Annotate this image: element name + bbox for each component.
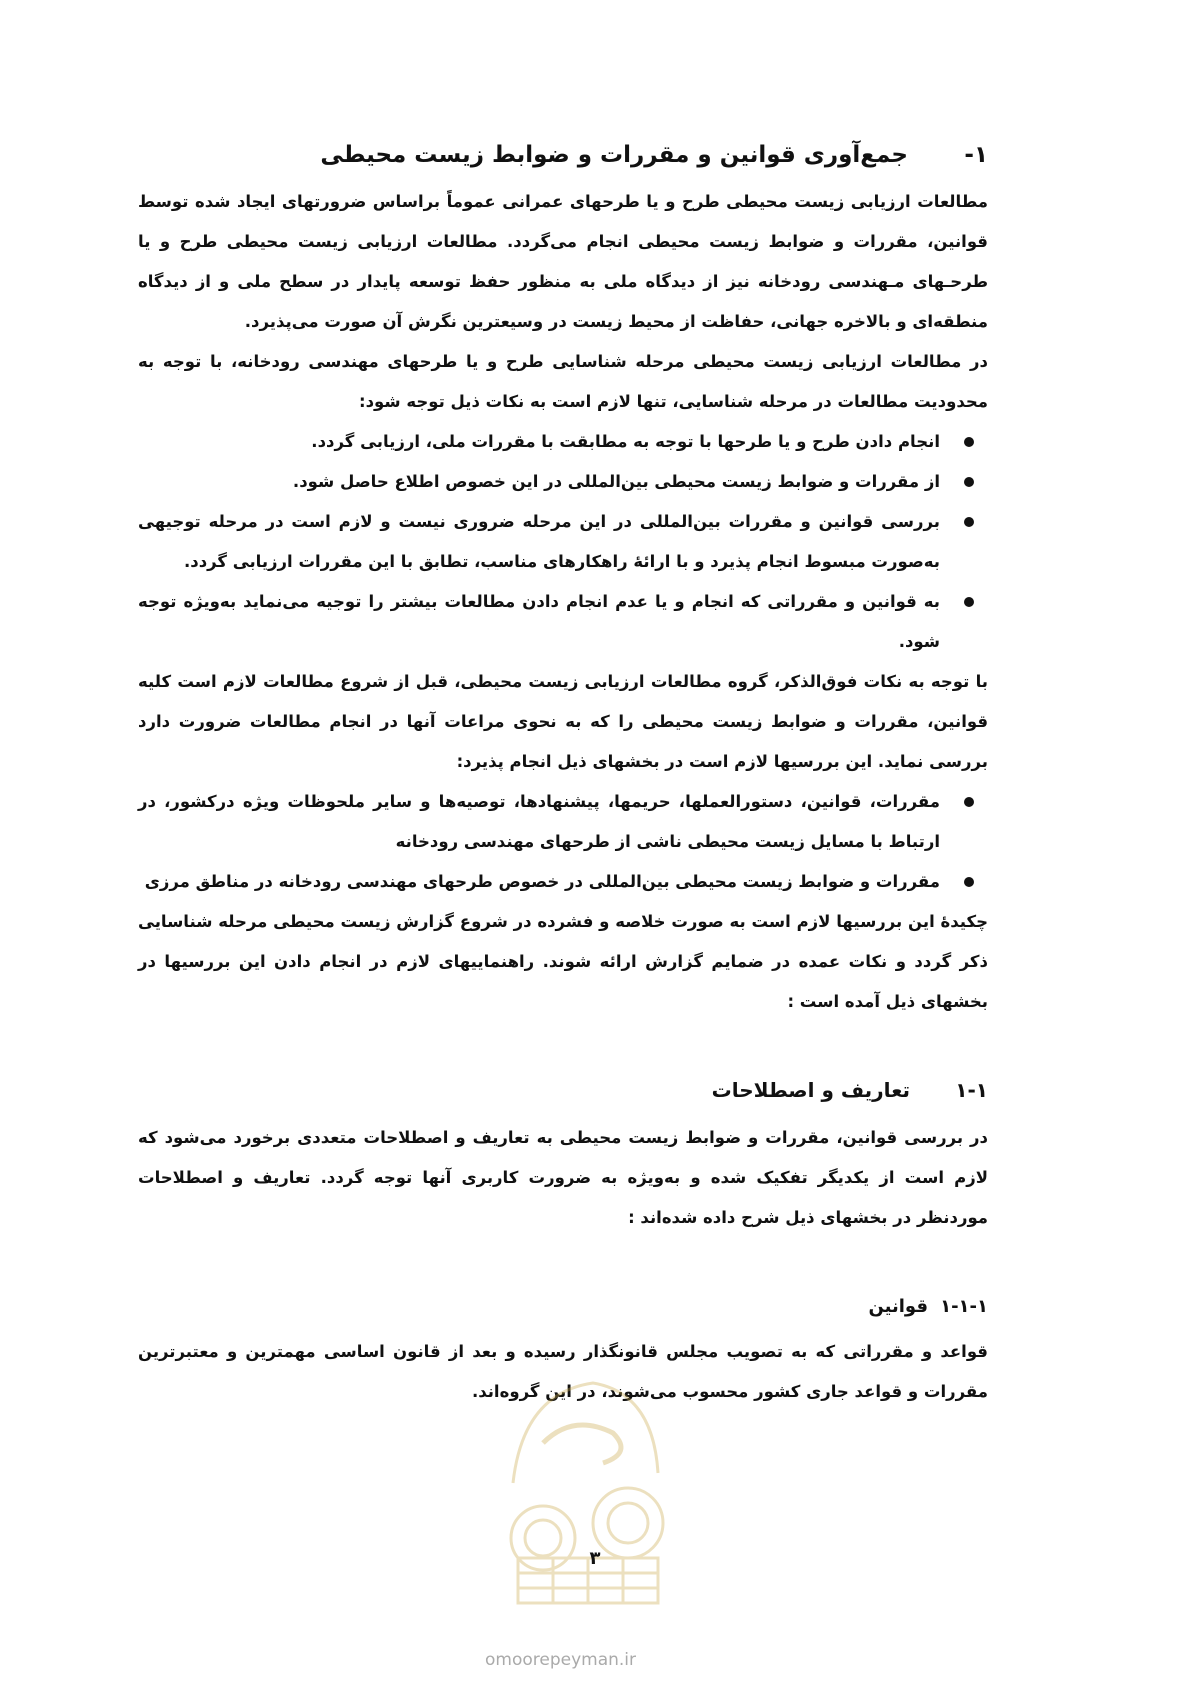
subsection-heading: [138, 1074, 988, 1106]
subsection-title: تعاریف و اصطلاحات: [711, 1078, 910, 1102]
section-heading: [138, 138, 988, 172]
bullet-item: انجام دادن طرح و یا طرحها با توجه به مطابقت با مقررات ملی، ارزیابی گردد.: [138, 422, 940, 462]
paragraph: مطالعات ارزیابی زیست محیطی طرح و یا طرحهای عمرانی عموماً براساس ضرورتهای ایجاد شده توسط قوانین، مقررات و ضوابط زیست محیطی انجام می‌گردد. مطالعات ارزیابی زیست محیطی طرح و یا طرحـهای مـهندسی رودخانه نیز از دیدگاه ملی به منظور حفظ توسعه پایدار در سطح ملی و از دیدگاه منطقه‌ای و بالاخره جهانی، حفاظت از محیط زیست در وسیعترین نگرش آن صورت می‌پذیرد.: [138, 192, 988, 331]
subsubsection-title: قوانین: [868, 1296, 928, 1317]
bullet-item: از مقررات و ضوابط زیست محیطی بین‌المللی در این خصوص اطلاع حاصل شود.: [138, 462, 940, 502]
paragraph: با توجه به نکات فوق‌الذکر، گروه مطالعات ارزیابی زیست محیطی، قبل از شروع مطالعات لازم است کلیه قوانین، مقررات و ضوابط زیست محیطی را که به نحوی مراعات آنها در انجام مطالعات ضرورت دارد بررسی نماید. این بررسیها لازم است در بخشهای ذیل انجام پذیرد:: [138, 672, 988, 771]
bullet-list: [138, 782, 988, 902]
section-number: ۱-: [964, 142, 988, 168]
subsection-number: ۱-۱: [955, 1078, 988, 1102]
watermark-logo: [483, 1363, 688, 1613]
bullet-item: بررسی قوانین و مقررات بین‌المللی در این مرحله ضروری نیست و لازم است در مرحله توجیهی به‌صورت مبسوط انجام پذیرد و با ارائهٔ راهکارهای مناسب، تطابق با این مقررات ارزیابی گردد.: [138, 502, 940, 582]
watermark-url: omoorepeyman.ir: [485, 1650, 637, 1670]
bullet-list: [138, 422, 988, 662]
bullet-item: به قوانین و مقرراتی که انجام و یا عدم انجام دادن مطالعات بیشتر را توجیه می‌نماید به‌ویژه توجه شود.: [138, 582, 940, 662]
section-title: جمع‌آوری قوانین و مقررات و ضوابط زیست محیطی: [320, 142, 908, 168]
document-page: [138, 138, 988, 1412]
bullet-item: مقررات و ضوابط زیست محیطی بین‌المللی در خصوص طرحهای مهندسی رودخانه در مناطق مرزی: [138, 862, 940, 902]
paragraph: در بررسی قوانین، مقررات و ضوابط زیست محیطی به تعاریف و اصطلاحات متعددی برخورد می‌شود که لازم است از یکدیگر تفکیک شده و به‌ویژه به ضرورت کاربری آنها توجه گردد. تعاریف و اصطلاحات موردنظر در بخشهای ذیل شرح داده شده‌اند :: [138, 1128, 988, 1227]
subsubsection-number: ۱-۱-۱: [940, 1296, 988, 1317]
paragraph: در مطالعات ارزیابی زیست محیطی مرحله شناسایی طرح و یا طرحهای مهندسی رودخانه، با توجه به محدودیت مطالعات در مرحله شناسایی، تنها لازم است به نکات ذیل توجه شود:: [138, 352, 988, 411]
paragraph: قواعد و مقرراتی که به تصویب مجلس قانونگذار رسیده و بعد از قانون اساسی مهمترین و معتبرترین مقررات و قواعد جاری کشور محسوب می‌شوند، در این گروه‌اند.: [138, 1342, 988, 1401]
page-number: ۳: [589, 1548, 601, 1569]
bullet-item: مقررات، قوانین، دستورالعملها، حریمها، پیشنهادها، توصیه‌ها و سایر ملحوظات ویژه درکشور، در ارتباط با مسایل زیست محیطی ناشی از طرحهای مهندسی رودخانه: [138, 782, 940, 862]
paragraph: چکیدهٔ این بررسیها لازم است به صورت خلاصه و فشرده در شروع گزارش زیست محیطی مرحله شناسایی ذکر گردد و نکات عمده در ضمایم گزارش ارائه شوند. راهنماییهای لازم در انجام دادن این بررسیها در بخشهای ذیل آمده است :: [138, 912, 988, 1011]
subsubsection-heading: [138, 1292, 988, 1322]
